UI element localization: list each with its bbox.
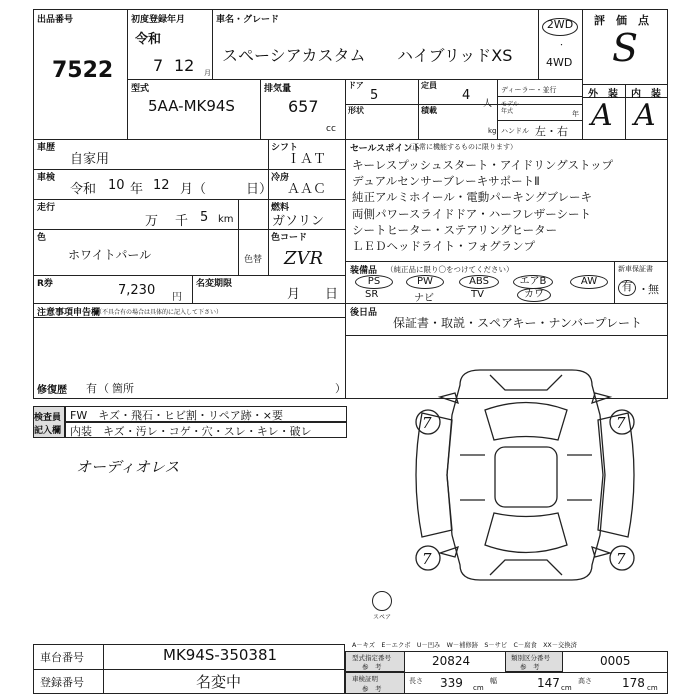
height-label: 高さ	[578, 677, 592, 685]
divider	[625, 84, 626, 139]
interior-label: 内 装	[631, 89, 661, 100]
score-label: 評 価 点	[594, 14, 649, 27]
accessories-value: 保証書・取説・スペアキー・ナンバープレート	[393, 316, 643, 330]
notes-label: 注意事項申告欄	[37, 308, 101, 318]
wheel-mark: 7	[616, 414, 626, 432]
equip-leather-label: カワ	[524, 289, 544, 300]
accessories-label: 後日品	[350, 308, 378, 318]
interior-grade: A	[634, 98, 656, 133]
equip-aw-label: AW	[580, 276, 598, 287]
year-unit: 年	[572, 110, 579, 118]
inspector-label-1: 検査員	[34, 413, 62, 423]
width-value: 147	[537, 676, 560, 690]
repair-value: 有	[86, 382, 97, 395]
divider	[497, 79, 498, 139]
category-sub: 参 考	[520, 663, 540, 671]
new-car-yes-circle	[618, 280, 636, 296]
inspector-row-1-text: FW キズ・飛石・ヒビ割・リペア跡・×要	[70, 409, 283, 422]
equip-tv: TV	[471, 289, 484, 300]
notes-sublabel: （不具合有の場合は具体的に記入して下さい）	[96, 309, 223, 316]
equip-airbag-label: エアB	[519, 276, 547, 287]
repair-close: ）	[335, 382, 346, 395]
divider	[345, 139, 346, 399]
doors-value: 5	[370, 88, 379, 103]
new-car-label: 新車保証書	[618, 265, 653, 273]
kg-unit: kg	[488, 127, 497, 135]
height-unit: cm	[647, 684, 658, 692]
color-label: 色	[37, 233, 47, 243]
cc-unit: cc	[326, 124, 336, 134]
cert-label: 車検証明	[352, 675, 378, 683]
front-windshield	[485, 403, 567, 441]
regno-value: 名変中	[196, 673, 242, 691]
new-car-yes: 有	[621, 280, 633, 293]
handle-label: ハンドル	[501, 127, 529, 135]
sales-points-label: セールスポイント	[350, 144, 422, 154]
width-unit: cm	[561, 684, 572, 692]
handwritten-note: オーディオレス	[76, 458, 180, 476]
divider	[497, 96, 582, 97]
divider	[238, 229, 239, 275]
mileage-unit: km	[218, 214, 234, 225]
type-approval-label: 型式指定番号	[352, 654, 391, 662]
mileage-value: 5	[200, 210, 209, 225]
lot-number: 7522	[52, 58, 114, 83]
sales-point-item: ＬＥＤヘッドライト・フォグランプ	[352, 239, 536, 254]
inspection-era: 令和	[70, 182, 97, 197]
sales-point-item: 両側パワースライドドア・ハーフレザーシート	[352, 206, 591, 221]
inspection-month: 12	[153, 178, 170, 193]
category-value: 0005	[600, 654, 631, 668]
height-value: 178	[622, 676, 645, 690]
equip-pw-label: PW	[417, 276, 433, 287]
ac-label: 冷房	[271, 173, 290, 183]
category-label: 類別区分番号	[511, 654, 550, 662]
divider	[582, 9, 583, 139]
chassis-value: MK94S-350381	[163, 646, 278, 664]
new-car-no: 無	[648, 283, 659, 296]
chassis-label: 車台番号	[40, 651, 84, 664]
length-label: 長さ	[409, 677, 423, 685]
divider	[268, 139, 269, 275]
divider	[497, 120, 582, 121]
width-label: 幅	[490, 677, 497, 685]
divider	[33, 275, 345, 276]
fuel-label: 燃料	[271, 203, 290, 213]
first-reg-label: 初度登録年月	[131, 15, 186, 25]
drive-2wd: 2WD	[546, 18, 574, 31]
reg-year: 7	[153, 56, 164, 75]
car-diagram	[400, 355, 650, 595]
shift-label: シフト	[271, 143, 299, 153]
divider	[33, 139, 668, 140]
equip-ps	[355, 275, 393, 289]
inspection-year: 10	[108, 178, 125, 193]
inspection-year-unit: 年	[130, 182, 144, 197]
loading-label: 積載	[421, 106, 437, 115]
rear-window	[485, 513, 567, 553]
meigi-month: 月	[287, 287, 301, 302]
equip-aw	[570, 275, 608, 289]
spare-tire-icon	[372, 591, 392, 611]
history-label: 車歴	[37, 143, 56, 153]
car-name-label: 車名・グレード	[216, 15, 280, 25]
color-code-label: 色コード	[271, 233, 308, 243]
divider	[345, 335, 668, 336]
meigi-label: 名変期限	[196, 279, 233, 289]
color-code-value: ZVR	[284, 248, 324, 269]
sales-points-list	[352, 157, 613, 254]
ac-value: ＡＡＣ	[287, 182, 327, 197]
capacity-label: 定員	[421, 81, 437, 90]
divider	[345, 79, 346, 139]
color-change-label: 色替	[244, 255, 263, 265]
spare-label: スペア	[373, 614, 392, 621]
displacement-value: 657	[288, 97, 319, 116]
repair-label: 修復歴	[37, 385, 67, 396]
exterior-label: 外 装	[588, 89, 618, 100]
recycle-value: 7,230	[118, 283, 156, 298]
inspection-day-unit: 日）	[246, 182, 273, 197]
sales-points-sublabel: （正常に機能するものに限ります）	[405, 143, 517, 151]
wheel-mark: 7	[422, 414, 432, 432]
type-approval-value: 20824	[432, 654, 471, 668]
reg-era: 令和	[135, 32, 162, 47]
mileage-man: 万	[145, 214, 159, 229]
divider	[345, 303, 668, 304]
inspection-label: 車検	[37, 173, 56, 183]
month-unit: 月	[204, 69, 211, 77]
model-year-label: モデル 年式	[501, 101, 519, 115]
car-name: スペーシアカスタム	[222, 46, 366, 65]
wheel-mark: 7	[422, 550, 432, 568]
equipment-sublabel: （純正品に限り〇をつけてください）	[386, 265, 514, 274]
divider	[212, 9, 213, 79]
wheel-mark: 7	[616, 550, 626, 568]
divider	[192, 275, 193, 303]
lot-label: 出品番号	[37, 15, 74, 25]
shape-label: 形状	[348, 106, 364, 115]
repair-location-label: 箇所	[112, 382, 134, 395]
type-approval-sub: 参 考	[362, 663, 382, 671]
divider	[260, 79, 261, 139]
mileage-sen: 千	[175, 214, 189, 229]
equip-airbag	[513, 275, 553, 289]
shift-value: ＩＡＴ	[287, 152, 327, 167]
reg-month: 12	[174, 56, 195, 75]
divider	[33, 669, 345, 670]
cert-sub: 参 考	[362, 685, 382, 693]
sales-point-item: シートヒーター・ステアリングヒーター	[352, 222, 558, 237]
equip-abs	[459, 275, 499, 289]
handle-value: 左・右	[535, 125, 568, 138]
divider	[33, 169, 345, 170]
door-label: ドア	[348, 81, 364, 90]
equip-ps-label: PS	[367, 276, 381, 287]
equip-leather	[517, 288, 551, 302]
equip-abs-label: ABS	[469, 276, 489, 287]
equip-sr: SR	[365, 289, 379, 300]
sales-point-item: デュアルセンサーブレーキサポートⅡ	[352, 174, 540, 189]
mileage-label: 走行	[37, 203, 56, 213]
recycle-unit: 円	[172, 292, 182, 303]
inspection-month-unit: 月（	[180, 182, 207, 197]
divider	[33, 317, 345, 318]
divider	[538, 9, 539, 79]
sales-point-item: キーレスプッシュスタート・アイドリングストップ	[352, 158, 614, 172]
equip-pw	[406, 275, 444, 289]
equipment-label: 装備品	[350, 266, 378, 276]
divider	[33, 199, 345, 200]
drive-4wd: 4WD	[546, 56, 573, 69]
divider	[103, 644, 104, 694]
displacement-label: 排気量	[264, 84, 292, 94]
divider	[345, 261, 668, 262]
divider	[614, 261, 615, 303]
capacity-value: 4	[462, 88, 471, 103]
person-unit: 人	[483, 99, 493, 109]
regno-label: 登録番号	[40, 676, 84, 689]
dealer-label: ディーラー・並行	[501, 86, 557, 94]
color-value: ホワイトパール	[68, 248, 152, 262]
car-grade: ハイブリッドXS	[397, 46, 513, 65]
drive-2wd-circle	[542, 18, 578, 36]
repair-open: （	[98, 382, 109, 395]
recycle-label: R券	[37, 279, 53, 289]
divider	[127, 9, 128, 139]
divider	[345, 104, 582, 105]
divider	[33, 303, 345, 304]
body-outline	[447, 370, 605, 580]
inspector-label-2: 記入欄	[34, 426, 62, 436]
length-unit: cm	[473, 684, 484, 692]
inspector-row-2-text: 内装 キズ・汚レ・コゲ・穴・スレ・キレ・破レ	[70, 425, 312, 438]
model-label: 型式	[131, 84, 150, 94]
model-value: 5AA-MK94S	[148, 97, 235, 115]
meigi-day: 日	[325, 287, 339, 302]
roof	[495, 447, 557, 507]
score-value: S	[612, 26, 639, 70]
length-value: 339	[440, 676, 463, 690]
history-value: 自家用	[70, 152, 110, 167]
sales-point-item: 純正アルミホイール・電動パーキングブレーキ	[352, 190, 593, 205]
divider	[238, 199, 239, 229]
drive-dot: ・	[558, 41, 565, 49]
exterior-grade: A	[591, 98, 613, 133]
fuel-value: ガソリン	[272, 214, 325, 229]
damage-legend: A－キズ E－エクボ U－凹み W－補修跡 S－サビ C－腐食 XX－交換済	[352, 642, 577, 649]
new-car-dot: ・	[638, 283, 649, 296]
equip-navi: ナビ	[414, 293, 434, 304]
divider	[418, 79, 419, 139]
